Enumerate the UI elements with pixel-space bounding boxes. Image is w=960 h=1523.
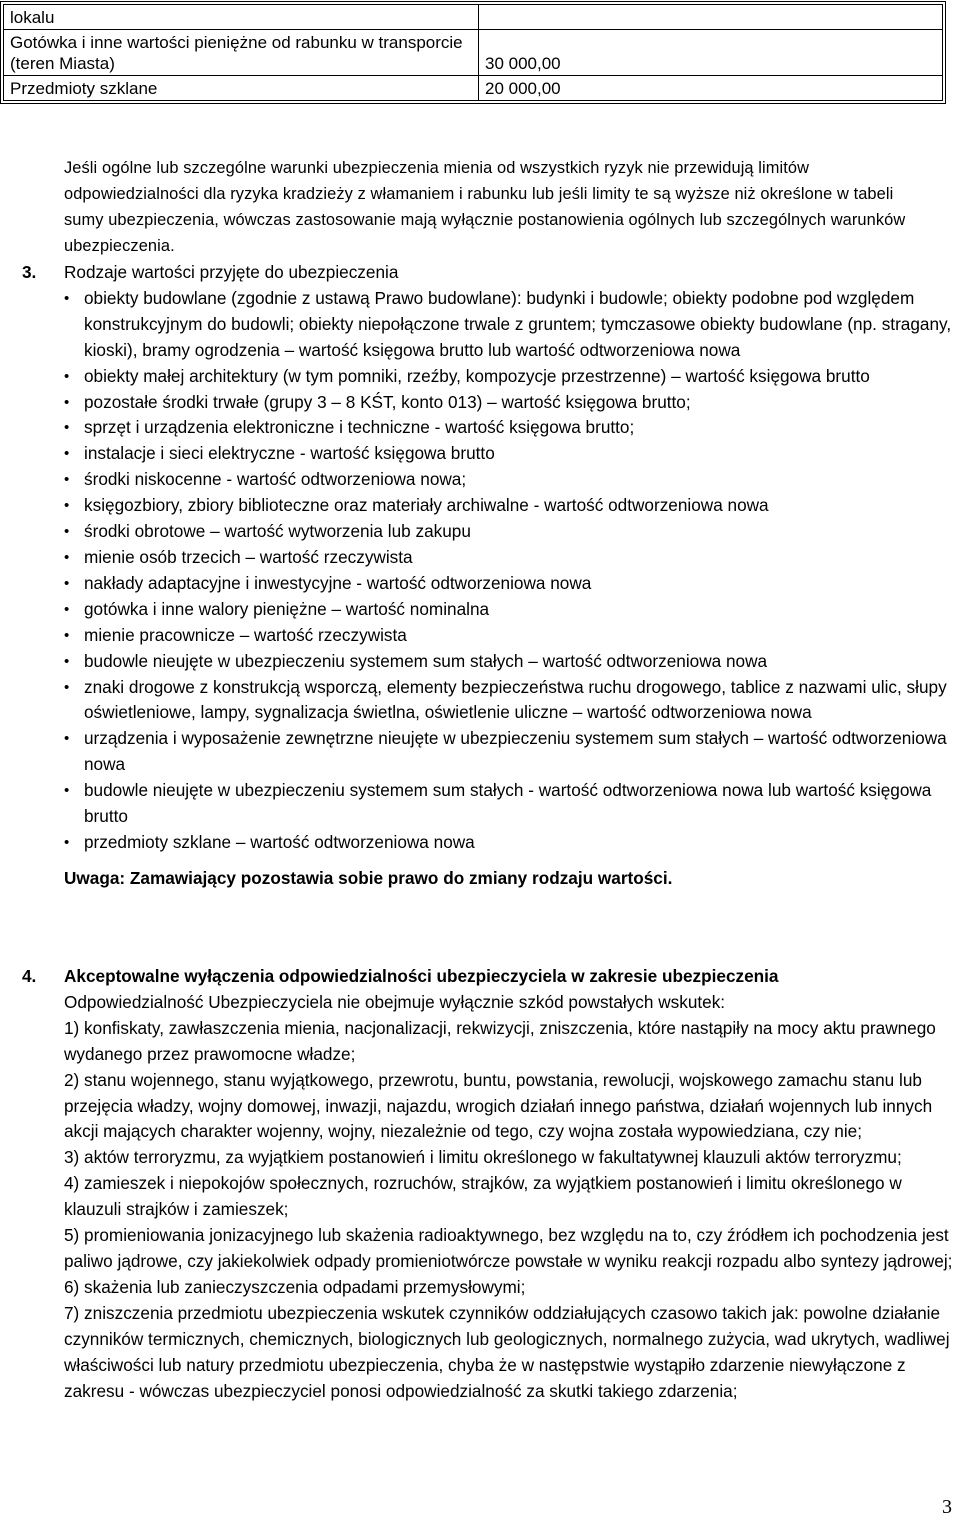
exclusion-item: 4) zamieszek i niepokojów społecznych, rozruchów, strajków, za wyjątkiem postanowień i limitu określonego w klauzuli strajków i zamieszek; (64, 1173, 902, 1220)
list-item (64, 467, 954, 493)
section-4 (22, 964, 954, 1404)
table-cell-label: Przedmioty szklane (4, 76, 479, 101)
section-3 (22, 260, 954, 892)
bullet-icon: • (64, 445, 70, 463)
list-item (64, 675, 954, 727)
list-item-text: środki obrotowe – wartość wytworzenia lub zakupu (84, 521, 471, 542)
list-item (64, 649, 954, 675)
section-number: 3. (22, 262, 37, 282)
section-4-intro: Odpowiedzialność Ubezpieczyciela nie obejmuje wyłącznie szkód powstałych wskutek: (64, 991, 726, 1012)
list-item (64, 415, 954, 441)
table-cell-label: lokalu (4, 5, 479, 30)
list-item-text: obiekty małej architektury (w tym pomniki, rzeźby, kompozycje przestrzenne) – wartość księgowa brutto (84, 365, 870, 386)
list-item (64, 571, 954, 597)
table-cell-value: 20 000,00 (479, 76, 943, 101)
section-title: Rodzaje wartości przyjęte do ubezpieczenia (64, 262, 399, 282)
table-row (4, 5, 943, 30)
list-item (64, 390, 954, 416)
exclusion-item: 5) promieniowania jonizacyjnego lub skażenia radioaktywnego, bez względu na to, czy źródłem ich pochodzenia jest paliwo jądrowe, czy jakiekolwiek odpady promieniotwórcze powstałe w wyniku reakcji rozpadu albo syntezy jądrowej; (64, 1225, 953, 1271)
list-item (64, 623, 954, 649)
list-item-text: księgozbiory, zbiory biblioteczne oraz materiały archiwalne - wartość odtworzeniowa nowa (84, 495, 769, 516)
exclusion-item: 1) konfiskaty, zawłaszczenia mienia, nacjonalizacji, rekwizycji, zniszczenia, które nastąpiły na mocy aktu prawnego wydanego przez prawomocne władze; (64, 1017, 936, 1064)
list-item (64, 545, 954, 571)
list-item-text: pozostałe środki trwałe (grupy 3 – 8 KŚT, konto 013) – wartość księgowa brutto; (84, 391, 691, 412)
list-item (64, 778, 954, 830)
table-row (4, 76, 943, 101)
list-item (64, 830, 954, 856)
exclusion-item: 6) skażenia lub zanieczyszczenia odpadami przemysłowymi; (64, 1276, 526, 1297)
bullet-icon: • (64, 782, 70, 800)
list-item (64, 519, 954, 545)
list-item-text: gotówka i inne walory pieniężne – wartość nominalna (84, 598, 490, 619)
list-item-text: obiekty budowlane (zgodnie z ustawą Prawo budowlane): budynki i budowle; obiekty podobne pod względem konstrukcyjnym do budowli; obiekty niepołączone trwale z gruntem; tymczasowe obiekty budowlane (np. stragany, kioski), bramy ogrodzenia – wartość księgowa brutto lub wartość odtworzeniowa nowa (84, 287, 952, 360)
list-item (64, 493, 954, 519)
bullet-icon: • (64, 574, 70, 592)
bullet-icon: • (64, 678, 70, 696)
sums-table (3, 4, 943, 101)
list-item-text: nakłady adaptacyjne i inwestycyjne - wartość odtworzeniowa nowa (84, 572, 592, 593)
list-item (64, 364, 954, 390)
section-3-heading (22, 260, 954, 286)
list-item (64, 441, 954, 467)
bullet-icon: • (64, 523, 70, 541)
list-item-text: instalacje i sieci elektryczne - wartość księgowa brutto (84, 443, 495, 464)
bullet-icon: • (64, 497, 70, 515)
bullet-icon: • (64, 393, 70, 411)
list-item (64, 597, 954, 623)
bullet-icon: • (64, 730, 70, 748)
list-item-text: sprzęt i urządzenia elektroniczne i techniczne - wartość księgowa brutto; (84, 417, 635, 438)
list-item-text: przedmioty szklane – wartość odtworzeniowa nowa (84, 831, 475, 852)
list-item-text: mienie osób trzecich – wartość rzeczywista (84, 546, 413, 567)
section-3-remark: Uwaga: Zamawiający pozostawia sobie prawo do zmiany rodzaju wartości. (64, 867, 673, 888)
bullet-icon: • (64, 367, 70, 385)
bullet-icon: • (64, 419, 70, 437)
table-cell-value: 30 000,00 (479, 30, 943, 76)
list-item-text: środki niskocenne - wartość odtworzeniowa nowa; (84, 469, 467, 490)
list-item (64, 726, 954, 778)
table-cell-label: Gotówka i inne wartości pieniężne od rabunku w transporcie (teren Miasta) (4, 30, 479, 76)
table-cell-value (479, 5, 943, 30)
section-number: 4. (22, 966, 37, 986)
section-title: Akceptowalne wyłączenia odpowiedzialności ubezpieczyciela w zakresie ubezpieczenia (64, 966, 779, 986)
bullet-icon: • (64, 626, 70, 644)
bullet-icon: • (64, 471, 70, 489)
exclusion-item: 2) stanu wojennego, stanu wyjątkowego, przewrotu, buntu, powstania, rewolucji, wojskowego zamachu stanu lub przejęcia władzy, wojny domowej, inwazji, najazdu, wrogich działań innego państwa, działań wojennych lub innych akcji mających charakter wojenny, wojny, niezależnie od tego, czy wojna została wypowiedziana, czy nie; (64, 1069, 933, 1142)
exclusion-item: 3) aktów terroryzmu, za wyjątkiem postanowień i limitu określonego w fakultatywnej klauzuli aktów terroryzmu; (64, 1147, 902, 1168)
list-item-text: urządzenia i wyposażenie zewnętrzne nieujęte w ubezpieczeniu systemem sum stałych – wartość odtworzeniowa nowa (84, 728, 947, 775)
limits-note-paragraph: Jeśli ogólne lub szczególne warunki ubezpieczenia mienia od wszystkich ryzyk nie przewidują limitów odpowiedzialności dla ryzyka kradzieży z włamaniem i rabunku lub jeśli limity te są wyższe niż określone w tabeli sumy ubezpieczenia, wówczas zastosowanie mają wyłącznie postanowienia ogólnych lub szczególnych warunków ubezpieczenia. (64, 159, 906, 255)
exclusion-item: 7) zniszczenia przedmiotu ubezpieczenia wskutek czynników oddziałujących czasowo takich jak: powolne działanie czynników termicznych, chemicznych, biologicznych lub geologicznych, normalnego zużycia, wad ukrytych, wadliwej właściwości lub natury przedmiotu ubezpieczenia, chyba że w następstwie wystąpiło zdarzenie niewyłączone z zakresu - wówczas ubezpieczyciel ponosi odpowiedzialność za skutki takiego zdarzenia; (64, 1302, 950, 1401)
bullet-icon: • (64, 600, 70, 618)
table-row (4, 30, 943, 76)
value-types-list (64, 286, 954, 856)
list-item-text: budowle nieujęte w ubezpieczeniu systemem sum stałych - wartość odtworzeniowa nowa lub wartość księgowa brutto (84, 780, 932, 827)
bullet-icon: • (64, 652, 70, 670)
list-item-text: mienie pracownicze – wartość rzeczywista (84, 624, 407, 645)
list-item (64, 286, 954, 364)
bullet-icon: • (64, 833, 70, 851)
bullet-icon: • (64, 289, 70, 307)
bullet-icon: • (64, 548, 70, 566)
section-4-heading (22, 964, 954, 990)
page-number: 3 (942, 1496, 952, 1518)
exclusions-list (64, 1016, 954, 1405)
list-item-text: budowle nieujęte w ubezpieczeniu systemem sum stałych – wartość odtworzeniowa nowa (84, 650, 768, 671)
list-item-text: znaki drogowe z konstrukcją wsporczą, elementy bezpieczeństwa ruchu drogowego, tablice z nazwami ulic, słupy oświetleniowe, lampy, sygnalizacja świetlna, oświetlenie uliczne – wartość odtworzeniowa nowa (84, 676, 947, 723)
